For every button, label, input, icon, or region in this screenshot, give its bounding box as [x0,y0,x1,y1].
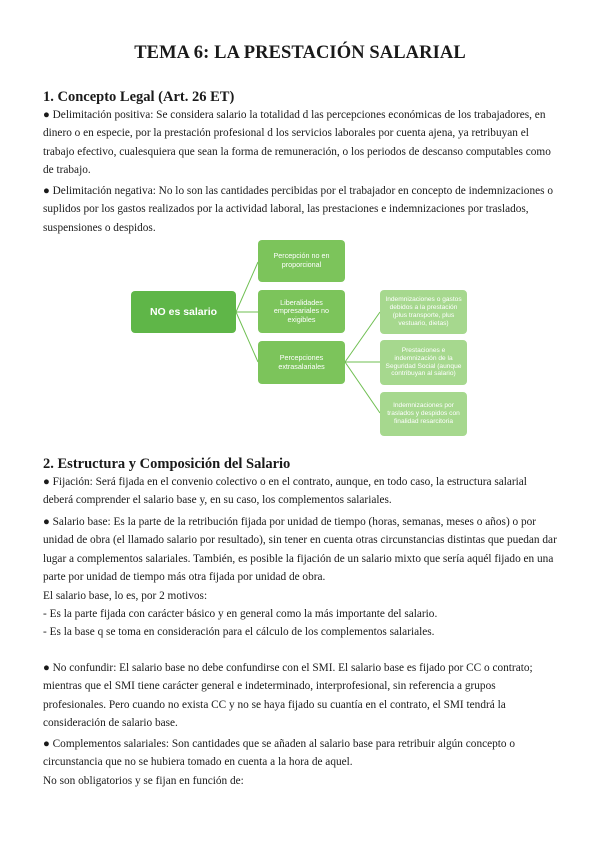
node-label: Percepciones extrasalariales [278,352,325,371]
connector-line [236,312,258,362]
paragraph: ● Complementos salariales: Son cantidades que se añaden al salario base para retribuir algún concepto o circunstancia que no se hubiera tomado en cuenta a la hora de aquel. [43,738,516,769]
section-2-salario-base [43,513,559,642]
connector-line [236,262,258,312]
diagram-leaf-traslados-despidos [380,392,467,436]
paragraph: ● Salario base: Es la parte de la retribución fijada por unidad de tiempo (horas, semanas, meses o años) o por unidad de obra (el llamado salario por resultado), sin tener en cuenta otras circunstancias distintas que puedan dar lugar a complementos salariales. También, es posible la fijación de un salario mixto que sería aquél fijado en una parte por unidad de tiempo más otra fijada por unidad de obra. [43,516,557,584]
paragraph: El salario base, lo es, por 2 motivos: [43,589,208,602]
connector-line [345,362,380,413]
section-2-complementos [43,735,559,790]
diagram-node-percepcion [258,240,345,282]
diagram-leaf-indemnizaciones-gastos [380,290,467,334]
section-1-heading: 1. Concepto Legal (Art. 26 ET) [43,89,235,105]
paragraph: - Es la base q se toma en consideración para el cálculo de los complementos salariales. [43,626,435,639]
paragraph: - Es la parte fijada con carácter básico y en general como la más importante del salario. [43,608,438,621]
paragraph: ● Delimitación negativa: No lo son las cantidades percibidas por el trabajador en concepto de indemnizaciones o suplidos por los gastos realizados por la actividad laboral, las prestaciones e indemnizaciones por traslados, suspensiones o despidos. [43,185,553,234]
section-2-heading: 2. Estructura y Composición del Salario [43,456,291,472]
node-label: Liberalidades empresariales no exigibles [273,297,330,324]
node-label: Prestaciones e indemnización de la Seguridad Social (aunque contribuyan al salario) [385,346,462,378]
section-2-fijacion [43,473,559,510]
paragraph: ● Fijación: Será fijada en el convenio colectivo o en el contrato, aunque, en todo caso, la estructura salarial deberá comprender el salario base y, en su caso, los complementos salariales. [43,476,527,507]
paragraph: ● No confundir: El salario base no debe confundirse con el SMI. El salario base es fijado por CC o contrato; mientras que el SMI tiene carácter general e indeterminado, interprofesional, sin referencia a grupos profesionales. Pero cuando no exista CC y no se haya fijado su cuantía en el contrato, el SMI tendrá la consideración de salario base. [43,662,533,730]
paragraph: ● Delimitación positiva: Se considera salario la totalidad d las percepciones económicas de los trabajadores, en dinero o en especie, por la prestación profesional d los servicios laborales por cuenta ajena, ya retribuyan el trabajo efectivo, cualesquiera que sean la forma de remuneración, o los periodos de descanso computables como de trabajo. [43,109,551,177]
page-title: TEMA 6: LA PRESTACIÓN SALARIAL [134,43,466,63]
diagram-leaf-seguridad-social [380,340,467,385]
node-label: Percepción no en proporcional [273,251,330,269]
node-label: Indemnizaciones o gastos debidos a la prestación (plus transporte, plus vestuario, dietas) [385,296,462,327]
connector-line [345,312,380,362]
node-label: Indemnizaciones por traslados y despidos con finalidad resarcitoria [387,402,460,425]
diagram-node-liberalidades [258,290,345,333]
diagram-root-node [131,291,236,333]
paragraph: No son obligatorios y se fijan en función de: [43,774,244,787]
section-2-no-confundir [43,659,559,733]
diagram-node-extrasalariales [258,341,345,384]
node-label: NO es salario [149,306,218,318]
